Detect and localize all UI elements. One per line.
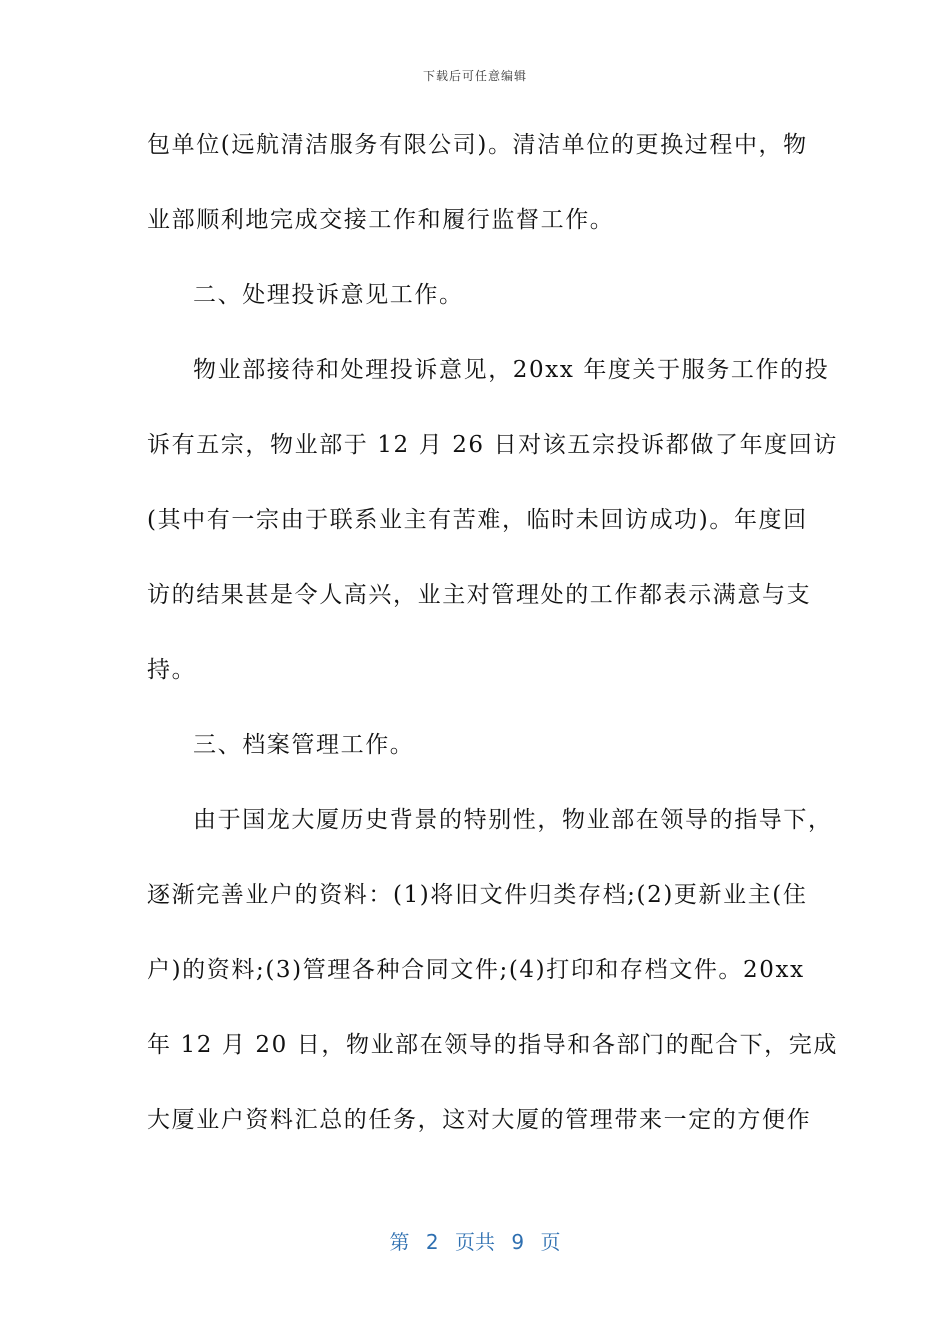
- text-line: 逐渐完善业户的资料：(1)将旧文件归类存档;(2)更新业主(住: [147, 882, 808, 908]
- footer-suffix: 页: [540, 1230, 561, 1254]
- text-line: 物业部接待和处理投诉意见，20xx 年度关于服务工作的投: [193, 357, 830, 383]
- page-footer: [0, 1226, 950, 1255]
- text-line: (其中有一宗由于联系业主有苦难，临时未回访成功)。年度回: [147, 507, 808, 533]
- text-line: 持。: [147, 657, 197, 683]
- text-line: 访的结果甚是令人高兴，业主对管理处的工作都表示满意与支: [147, 582, 812, 608]
- text-line: 业部顺利地完成交接工作和履行监督工作。: [147, 207, 615, 233]
- text-line: 大厦业户资料汇总的任务，这对大厦的管理带来一定的方便作: [147, 1107, 812, 1133]
- page-header: 下载后可任意编辑: [422, 69, 527, 83]
- footer-prefix: 第: [389, 1230, 410, 1254]
- current-page-number: 2: [425, 1230, 439, 1254]
- text-line: 年 12 月 20 日，物业部在领导的指导和各部门的配合下，完成: [147, 1032, 838, 1058]
- section-heading: 二、处理投诉意见工作。: [193, 282, 464, 308]
- text-line: 诉有五宗，物业部于 12 月 26 日对该五宗投诉都做了年度回访: [147, 432, 838, 458]
- section-heading: 三、档案管理工作。: [193, 732, 415, 758]
- text-line: 由于国龙大厦历史背景的特别性，物业部在领导的指导下，: [193, 807, 833, 833]
- total-page-count: 9: [511, 1230, 525, 1254]
- text-line: 包单位(远航清洁服务有限公司)。清洁单位的更换过程中，物: [147, 132, 808, 158]
- footer-middle: 页共: [455, 1230, 495, 1254]
- text-line: 户)的资料;(3)管理各种合同文件;(4)打印和存档文件。20xx: [147, 957, 805, 983]
